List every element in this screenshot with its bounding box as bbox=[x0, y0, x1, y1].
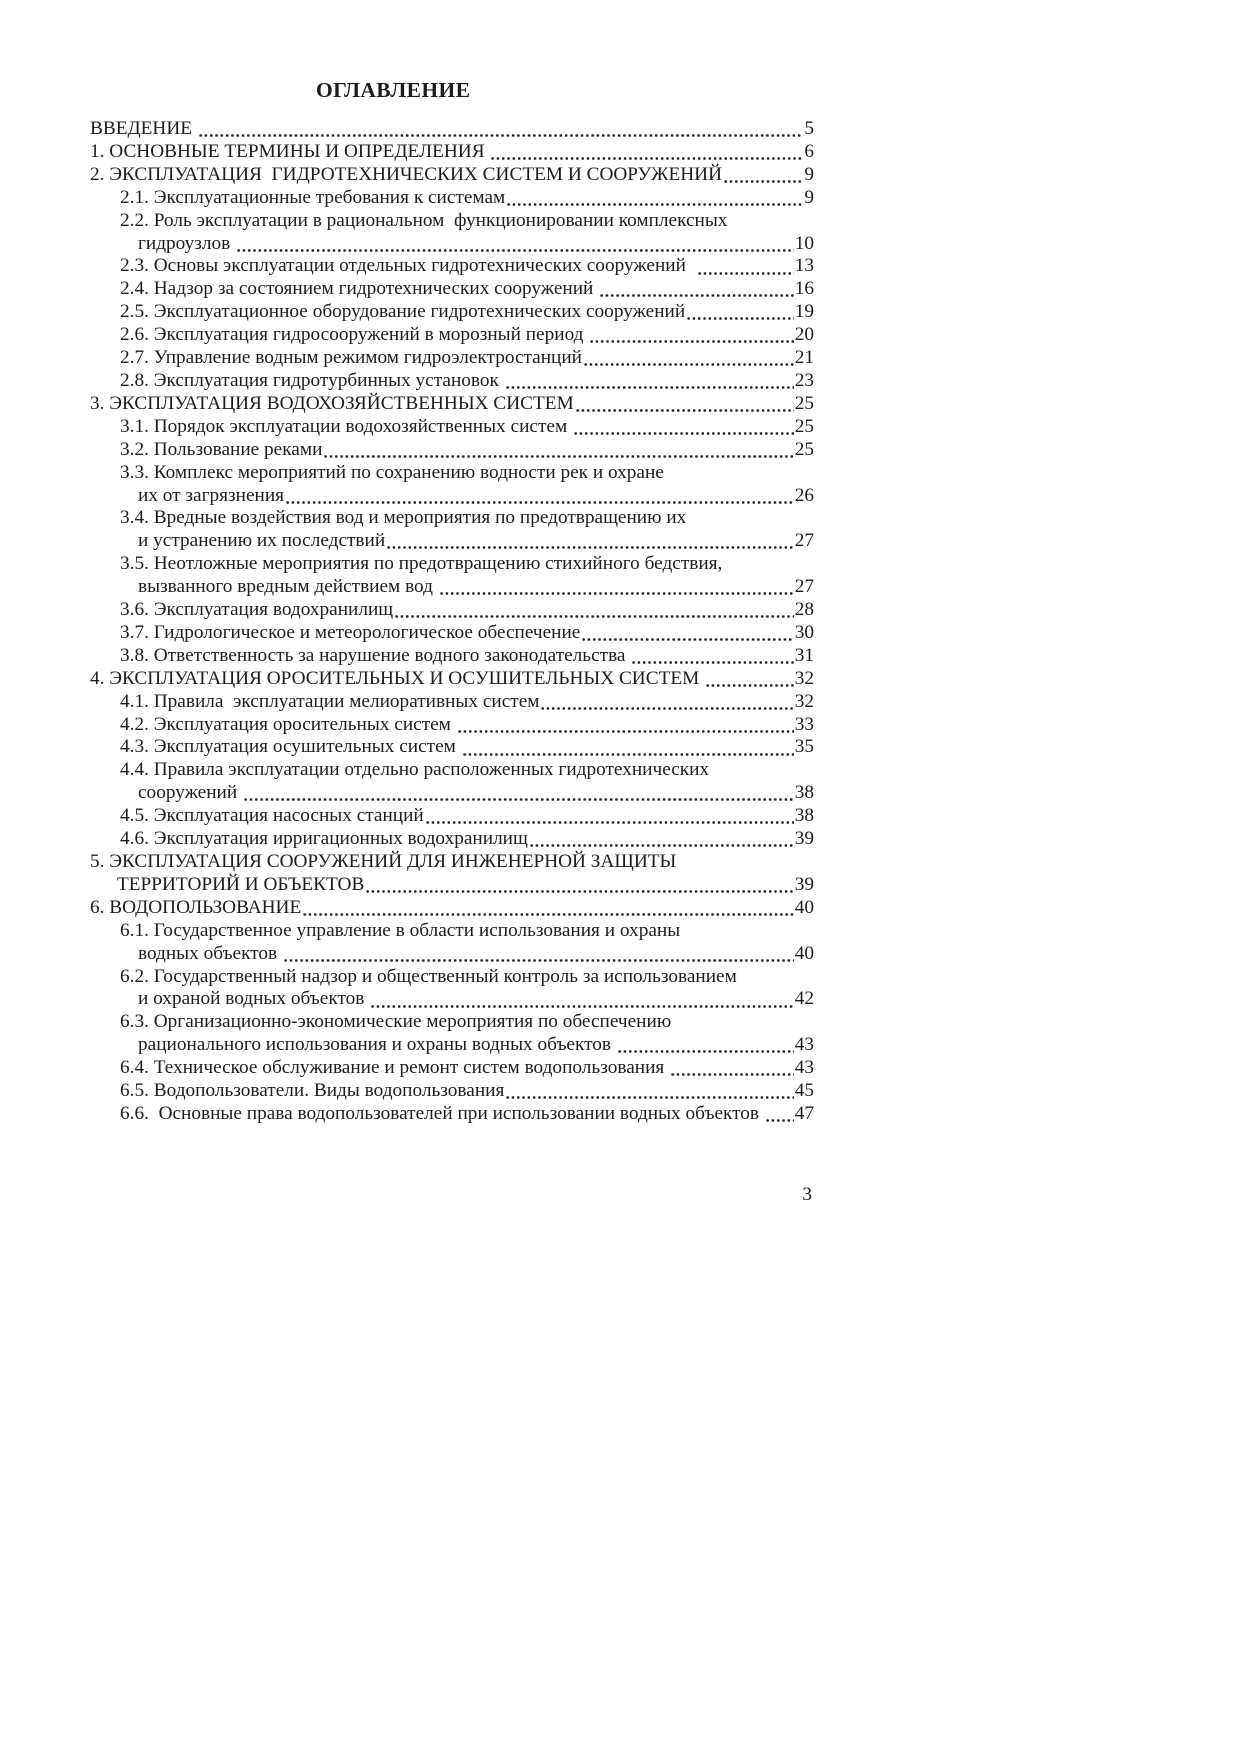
toc-entry-row bbox=[90, 759, 814, 782]
toc-entry-text: 4.1. Правила эксплуатации мелиоративных систем bbox=[120, 690, 540, 712]
dot-leader bbox=[540, 691, 793, 714]
toc-page-number: 25 bbox=[794, 392, 814, 414]
dot-leader bbox=[631, 645, 793, 668]
toc-entry-text: 3.8. Ответственность за нарушение водного законодательства bbox=[120, 644, 631, 666]
toc-entry-row bbox=[90, 1011, 814, 1034]
dot-leader bbox=[581, 622, 793, 645]
toc-page-number: 10 bbox=[794, 232, 814, 254]
toc-entry-text: вызванного вредным действием вод bbox=[138, 576, 438, 598]
dot-leader bbox=[529, 828, 794, 851]
dot-leader bbox=[365, 874, 793, 897]
toc-page-number: 6 bbox=[804, 140, 814, 162]
toc-entry bbox=[90, 759, 814, 805]
dot-leader bbox=[575, 393, 794, 416]
toc-entry bbox=[90, 622, 814, 645]
toc-page-number: 39 bbox=[794, 873, 814, 895]
toc-entry-row bbox=[90, 439, 814, 462]
toc-entry bbox=[90, 714, 814, 737]
toc-entry bbox=[90, 553, 814, 599]
toc-entry-text: ВВЕДЕНИЕ bbox=[90, 118, 197, 139]
toc-page-number: 9 bbox=[804, 163, 814, 185]
toc-entry bbox=[90, 278, 814, 301]
toc-entry bbox=[90, 347, 814, 370]
toc-entry-row bbox=[90, 714, 814, 737]
toc-entry-text: 6.6. Основные права водопользователей при использовании водных объектов bbox=[120, 1102, 764, 1124]
toc-entry bbox=[90, 828, 814, 851]
toc-entry-text: 6. ВОДОПОЛЬЗОВАНИЕ bbox=[90, 896, 302, 918]
toc-entry-row bbox=[90, 668, 814, 691]
toc-entry-text: ТЕРРИТОРИЙ И ОБЪЕКТОВ bbox=[117, 873, 365, 895]
dot-leader bbox=[439, 576, 794, 599]
toc-entry-text: 5. ЭКСПЛУАТАЦИЯ СООРУЖЕНИЙ ДЛЯ ИНЖЕНЕРНОЙ ЗАЩИТЫ bbox=[90, 851, 677, 872]
toc-page-number: 31 bbox=[794, 644, 814, 666]
dot-leader bbox=[457, 714, 794, 737]
toc-entry-row bbox=[90, 301, 814, 324]
toc-entry-row bbox=[90, 1103, 814, 1126]
toc-entry bbox=[90, 897, 814, 920]
toc-entry bbox=[90, 1057, 814, 1080]
dot-leader bbox=[323, 439, 793, 462]
toc-entry-row bbox=[90, 805, 814, 828]
toc-entry-text: рационального использования и охраны водных объектов bbox=[138, 1034, 616, 1056]
toc-entry-row bbox=[90, 164, 814, 187]
toc-entry-row bbox=[90, 278, 814, 301]
toc-page-number: 13 bbox=[794, 255, 814, 277]
toc-entry-row bbox=[90, 553, 814, 576]
toc-entry bbox=[90, 966, 814, 1012]
toc-entry bbox=[90, 324, 814, 347]
toc-title: ОГЛАВЛЕНИЕ bbox=[316, 78, 471, 102]
toc-entry-text: 4. ЭКСПЛУАТАЦИЯ ОРОСИТЕЛЬНЫХ И ОСУШИТЕЛЬНЫХ СИСТЕМ bbox=[90, 667, 705, 689]
toc-entry bbox=[90, 1011, 814, 1057]
toc-entry-text: 2.8. Эксплуатация гидротурбинных установок bbox=[120, 369, 504, 391]
toc-entry-row bbox=[90, 255, 814, 278]
toc-entry-text: 2.6. Эксплуатация гидросооружений в морозный период bbox=[120, 324, 589, 346]
dot-leader bbox=[670, 1057, 794, 1080]
dot-leader bbox=[283, 943, 794, 966]
toc-entry-row bbox=[90, 507, 814, 530]
toc-entry bbox=[90, 805, 814, 828]
dot-leader bbox=[686, 301, 794, 324]
toc-entry-row bbox=[90, 966, 814, 989]
toc-entry-row bbox=[90, 233, 814, 256]
toc-entry-row bbox=[90, 1057, 814, 1080]
toc-entry bbox=[90, 462, 814, 508]
toc-page-number: 16 bbox=[794, 278, 814, 300]
toc-entry bbox=[90, 141, 814, 164]
toc-entry-text: 6.3. Организационно-экономические мероприятия по обеспечению bbox=[120, 1011, 672, 1033]
toc-page-number: 33 bbox=[794, 713, 814, 735]
toc-entry-text: 3.1. Порядок эксплуатации водохозяйственных систем bbox=[120, 415, 572, 437]
dot-leader bbox=[697, 255, 794, 278]
dot-leader bbox=[236, 233, 794, 256]
toc-entry-row bbox=[90, 874, 814, 897]
toc-entry-text: 2.5. Эксплуатационное оборудование гидротехнических сооружений bbox=[120, 301, 686, 323]
toc-entry-row bbox=[90, 370, 814, 393]
toc-entry bbox=[90, 439, 814, 462]
toc-page-number: 27 bbox=[794, 576, 814, 598]
toc-entry bbox=[90, 416, 814, 439]
toc-entry-text: их от загрязнения bbox=[138, 484, 285, 506]
dot-leader bbox=[198, 118, 803, 141]
toc-entry-text: 3.5. Неотложные мероприятия по предотвращению стихийного бедствия, bbox=[120, 553, 723, 575]
page-number-folio: 3 bbox=[802, 1183, 812, 1205]
toc-entry-text: 3. ЭКСПЛУАТАЦИЯ ВОДОХОЗЯЙСТВЕННЫХ СИСТЕМ bbox=[90, 392, 574, 414]
toc-entry-row bbox=[90, 485, 814, 508]
toc-entry bbox=[90, 736, 814, 759]
toc-entry-text: 2.7. Управление водным режимом гидроэлектростанций bbox=[120, 347, 583, 369]
dot-leader bbox=[583, 347, 794, 370]
toc-entry bbox=[90, 645, 814, 668]
toc-entry-row bbox=[90, 897, 814, 920]
toc-entry-row bbox=[90, 416, 814, 439]
toc-page-number: 26 bbox=[794, 484, 814, 506]
toc-entry-text: водных объектов bbox=[138, 942, 282, 964]
toc-entry-row bbox=[90, 187, 814, 210]
toc-entry-text: 6.1. Государственное управление в области использования и охраны bbox=[120, 919, 681, 941]
toc-entry-row bbox=[90, 988, 814, 1011]
toc-list bbox=[90, 118, 814, 1126]
toc-entry-row bbox=[90, 141, 814, 164]
toc-entry-row bbox=[90, 347, 814, 370]
toc-content bbox=[90, 78, 814, 1206]
toc-entry-text: сооружений bbox=[138, 782, 243, 804]
toc-entry-text: 3.3. Комплекс мероприятий по сохранению водности рек и охране bbox=[120, 461, 664, 483]
dot-leader bbox=[505, 370, 794, 393]
toc-page-number: 32 bbox=[794, 667, 814, 689]
toc-page-number: 27 bbox=[794, 530, 814, 552]
dot-leader bbox=[490, 141, 803, 164]
dot-leader bbox=[506, 187, 803, 210]
toc-page-number: 40 bbox=[794, 896, 814, 918]
dot-leader bbox=[243, 782, 794, 805]
toc-entry bbox=[90, 187, 814, 210]
toc-entry bbox=[90, 507, 814, 553]
dot-leader bbox=[285, 485, 794, 508]
toc-page-number: 25 bbox=[794, 415, 814, 437]
dot-leader bbox=[505, 1080, 793, 1103]
toc-entry-row bbox=[90, 782, 814, 805]
toc-entry bbox=[90, 599, 814, 622]
toc-entry-text: и устранению их последствий bbox=[138, 530, 386, 552]
toc-entry-row bbox=[90, 462, 814, 485]
toc-page-number: 5 bbox=[804, 118, 814, 139]
dot-leader bbox=[386, 530, 794, 553]
toc-entry bbox=[90, 255, 814, 278]
dot-leader bbox=[617, 1034, 794, 1057]
dot-leader bbox=[599, 278, 794, 301]
toc-entry-row bbox=[90, 691, 814, 714]
toc-entry bbox=[90, 370, 814, 393]
toc-entry bbox=[90, 1080, 814, 1103]
toc-entry-text: 3.4. Вредные воздействия вод и мероприятия по предотвращению их bbox=[120, 507, 687, 529]
dot-leader bbox=[705, 668, 794, 691]
toc-entry-row bbox=[90, 828, 814, 851]
toc-entry bbox=[90, 164, 814, 187]
toc-page-number: 28 bbox=[794, 599, 814, 621]
toc-entry bbox=[90, 668, 814, 691]
toc-page-number: 32 bbox=[794, 690, 814, 712]
toc-entry-text: гидроузлов bbox=[138, 232, 236, 254]
toc-entry-row bbox=[90, 943, 814, 966]
dot-leader bbox=[573, 416, 794, 439]
dot-leader bbox=[425, 805, 794, 828]
toc-page-number: 20 bbox=[794, 324, 814, 346]
toc-entry-text: 4.2. Эксплуатация оросительных систем bbox=[120, 713, 456, 735]
toc-entry-text: 3.2. Пользование реками bbox=[120, 438, 323, 460]
toc-page-number: 35 bbox=[794, 736, 814, 758]
toc-entry-text: 2.1. Эксплуатационные требования к системам bbox=[120, 186, 506, 208]
toc-entry-row bbox=[90, 645, 814, 668]
toc-entry bbox=[90, 301, 814, 324]
toc-entry-row bbox=[90, 736, 814, 759]
toc-entry-row bbox=[90, 1080, 814, 1103]
toc-entry-text: 6.5. Водопользователи. Виды водопользования bbox=[120, 1080, 505, 1102]
toc-page-number: 43 bbox=[794, 1057, 814, 1079]
toc-page-number: 38 bbox=[794, 805, 814, 827]
toc-entry-row bbox=[90, 576, 814, 599]
toc-page-number: 30 bbox=[794, 621, 814, 643]
toc-page-number: 38 bbox=[794, 782, 814, 804]
toc-entry-text: 2.3. Основы эксплуатации отдельных гидротехнических сооружений bbox=[120, 255, 696, 277]
toc-entry-text: 2. ЭКСПЛУАТАЦИЯ ГИДРОТЕХНИЧЕСКИХ СИСТЕМ И СООРУЖЕНИЙ bbox=[90, 163, 723, 185]
toc-entry bbox=[90, 851, 814, 897]
toc-page-number: 45 bbox=[794, 1080, 814, 1102]
toc-entry bbox=[90, 1103, 814, 1126]
dot-leader bbox=[462, 736, 794, 759]
toc-page-number: 9 bbox=[804, 186, 814, 208]
toc-entry-row bbox=[90, 599, 814, 622]
toc-page-number: 23 bbox=[794, 369, 814, 391]
toc-entry-text: 3.7. Гидрологическое и метеорологическое обеспечение bbox=[120, 621, 581, 643]
toc-entry-row bbox=[90, 324, 814, 347]
toc-entry-row bbox=[90, 393, 814, 416]
toc-entry-row bbox=[90, 1034, 814, 1057]
dot-leader bbox=[302, 897, 793, 920]
toc-entry bbox=[90, 691, 814, 714]
toc-entry-text: 3.6. Эксплуатация водохранилищ bbox=[120, 599, 394, 621]
toc-entry-text: 4.3. Эксплуатация осушительных систем bbox=[120, 736, 461, 758]
toc-entry-text: и охраной водных объектов bbox=[138, 988, 370, 1010]
dot-leader bbox=[765, 1103, 794, 1126]
toc-page-number: 40 bbox=[794, 942, 814, 964]
toc-entry-text: 4.6. Эксплуатация ирригационных водохранилищ bbox=[120, 828, 528, 850]
toc-entry-text: 1. ОСНОВНЫЕ ТЕРМИНЫ И ОПРЕДЕЛЕНИЯ bbox=[90, 140, 490, 162]
toc-entry-text: 6.4. Техническое обслуживание и ремонт систем водопользования bbox=[120, 1057, 670, 1079]
toc-page-number: 47 bbox=[794, 1102, 814, 1124]
toc-entry bbox=[90, 210, 814, 256]
toc-page-number: 42 bbox=[794, 988, 814, 1010]
toc-entry-row bbox=[90, 118, 814, 141]
toc-entry bbox=[90, 118, 814, 141]
toc-entry-row bbox=[90, 920, 814, 943]
toc-page-number: 43 bbox=[794, 1034, 814, 1056]
dot-leader bbox=[394, 599, 794, 622]
toc-page-number: 19 bbox=[794, 301, 814, 323]
toc-entry-text: 6.2. Государственный надзор и общественный контроль за использованием bbox=[120, 965, 737, 987]
toc-page-number: 21 bbox=[794, 347, 814, 369]
toc-entry-row bbox=[90, 530, 814, 553]
toc-entry-row bbox=[90, 851, 814, 874]
toc-entry bbox=[90, 920, 814, 966]
toc-entry bbox=[90, 393, 814, 416]
toc-entry-text: 2.2. Роль эксплуатации в рациональном функционировании комплексных bbox=[120, 209, 728, 231]
toc-page-number: 25 bbox=[794, 438, 814, 460]
toc-entry-row bbox=[90, 210, 814, 233]
toc-entry-text: 2.4. Надзор за состоянием гидротехнических сооружений bbox=[120, 278, 599, 300]
dot-leader bbox=[723, 164, 803, 187]
dot-leader bbox=[589, 324, 793, 347]
toc-entry-text: 4.5. Эксплуатация насосных станций bbox=[120, 805, 424, 827]
toc-entry-text: 4.4. Правила эксплуатации отдельно расположенных гидротехнических bbox=[120, 759, 710, 781]
toc-page-number: 39 bbox=[794, 828, 814, 850]
dot-leader bbox=[370, 988, 794, 1011]
toc-entry-row bbox=[90, 622, 814, 645]
